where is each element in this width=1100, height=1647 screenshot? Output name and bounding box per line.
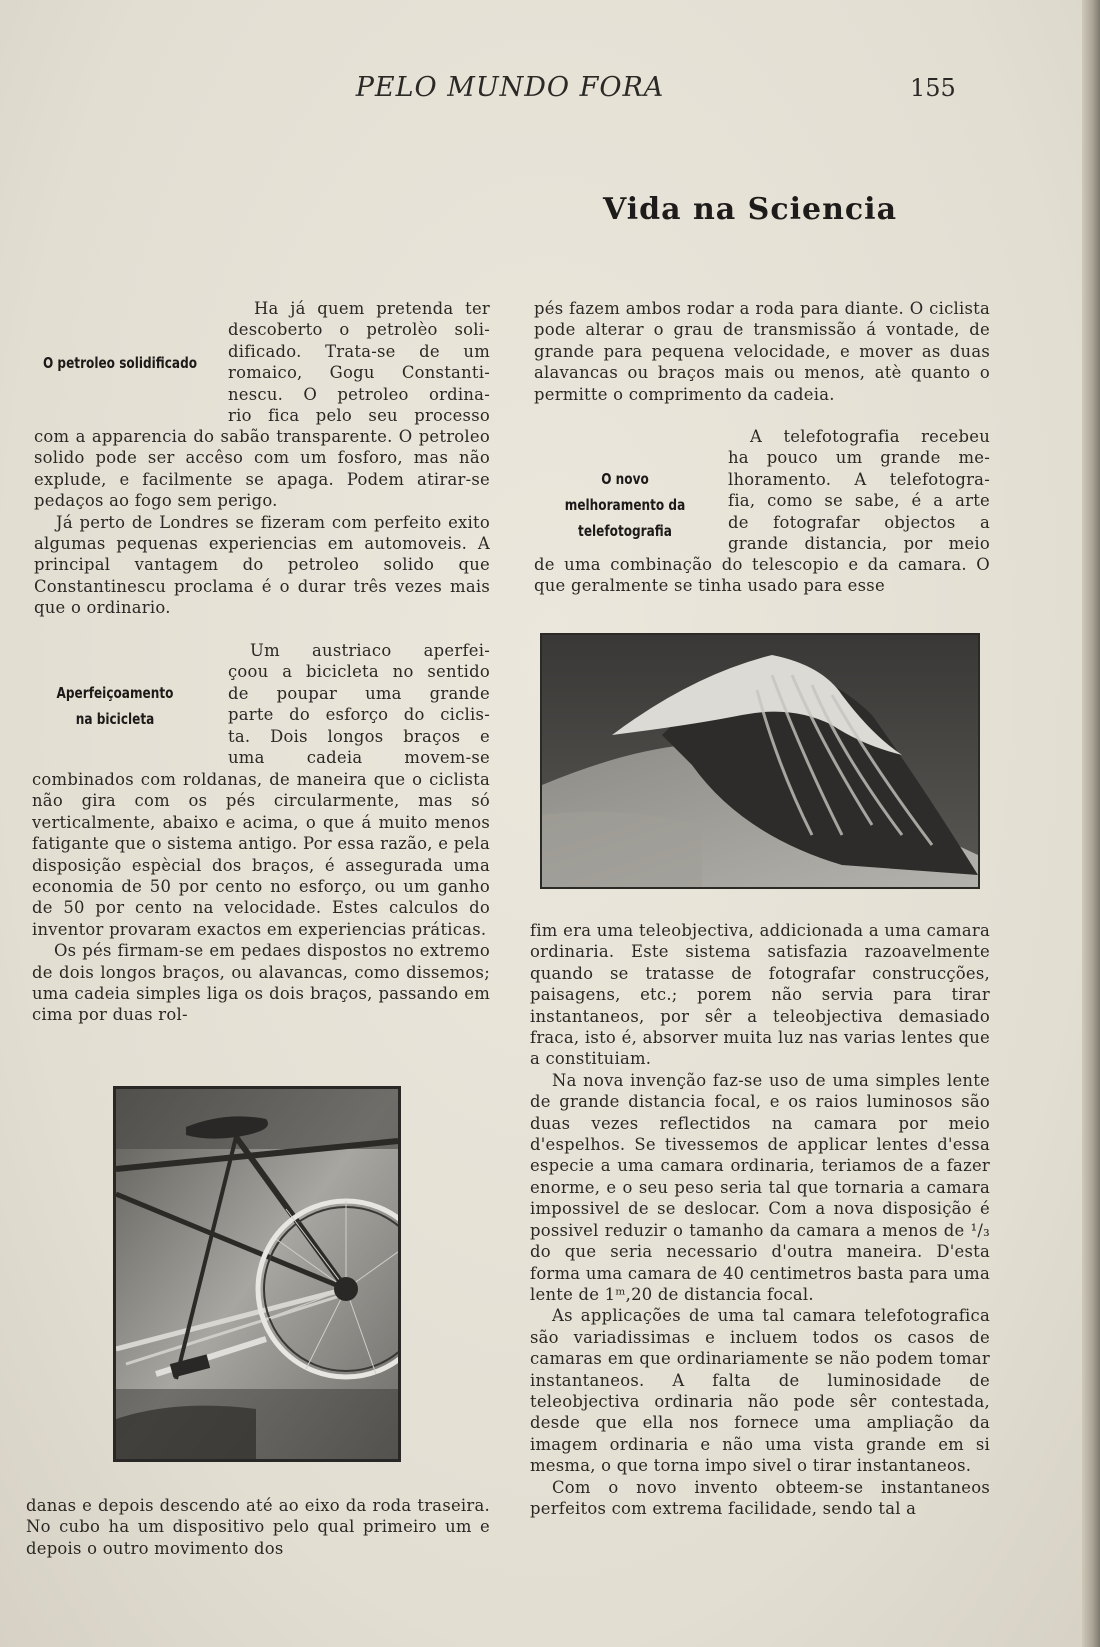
bicicleta-line-2: çoou a bicicleta no sentido xyxy=(228,662,490,682)
telefotografia-line-3: lhoramento. A telefotogra- xyxy=(728,469,990,489)
petroleo-paragraph-2: Já perto de Londres se fizeram com perfeito exito algumas pequenas experiencias em automoveis. A principal vantagem do petroleo solido que Constantinescu proclama é o durar três vezes mais que o ordinario. xyxy=(34,512,490,618)
petroleo-line-3: dificado. Trata-se de um xyxy=(228,341,490,361)
telefotografia-line-1: A telefotografia recebeu xyxy=(750,427,990,446)
heading-petroleo: O petroleo solidificado xyxy=(42,354,198,372)
petroleo-line-4: romaico, Gogu Constanti- xyxy=(228,363,490,383)
petroleo-paragraph-1: com a apparencia do sabão transparente. O petroleo solido pode ser accêso com um fosforo, mas não explude, e facilmente se apaga. Podem atirar-se pedaços ao fogo sem perigo. xyxy=(34,427,490,511)
heading-telefotografia: O novo melhoramento da telefotografia xyxy=(564,470,686,540)
telefotografia-paragraph-2: fim era uma teleobjectiva, addicionada a uma camara ordinaria. Este sistema satisfazia razoavelmente quando se tratasse de fotografar construcções, paisagens, etc.; porem não servia para tirar instantaneos, por sêr a teleobjectiva demasiado fraca, isto é, absorver muita luz nas varias lentes que a constituiam. xyxy=(530,921,990,1069)
bicicleta-paragraph-3: danas e depois descendo até ao eixo da roda traseira. No cubo ha um dispositivo pelo qual primeiro um e depois o outro movimento dos xyxy=(26,1496,490,1558)
petroleo-line-5: nescu. O petroleo ordina- xyxy=(228,384,490,404)
telefotografia-line-2: ha pouco um grande me- xyxy=(728,448,990,468)
bicicleta-paragraph-4: pés fazem ambos rodar a roda para diante. O ciclista pode alterar o grau de transmissão á vontade, de grande para pequena velocidade, e mover as duas alavancas ou braços mais ou menos, atè quanto o permitte o comprimento da cadeia. xyxy=(534,299,990,404)
right-top-text xyxy=(534,298,990,405)
petroleo-line-1: Ha já quem pretenda ter xyxy=(254,299,490,318)
telefotografia-line-4: fia, como se sabe, é a arte xyxy=(728,491,990,511)
page-edge xyxy=(1082,0,1100,1647)
bicicleta-paragraph-1: combinados com roldanas, de maneira que o ciclista não gira com os pés circularmente, mas só verticalmente, abaixo e acima, o que á muito menos fatigante que o sistema antigo. Por essa razão, e pela disposição espècial dos braços, é assegurada uma economia de 50 por cento no esforço, ou um ganho de 50 por cento na velocidade. Estes calculos do inventor provaram exactos em experiencias práticas. xyxy=(32,770,490,939)
petroleo-body xyxy=(34,426,490,619)
bicicleta-paragraph-2: Os pés firmam-se em pedaes dispostos no extremo de dois longos braços, ou alavancas, como dissemos; uma cadeia simples liga os dois braços, passando em cima por duas rol- xyxy=(32,941,490,1025)
telefotografia-paragraph-5: Com o novo invento obteem-se instantaneos perfeitos com extrema facilidade, sendo tal a xyxy=(530,1477,990,1518)
page-number: 155 xyxy=(910,74,956,102)
telefotografia-intro xyxy=(728,426,990,554)
petroleo-intro xyxy=(228,298,490,426)
bicicleta-line-1: Um austriaco aperfei- xyxy=(250,641,490,660)
telefotografia-line-5: de fotografar objectos a xyxy=(728,512,990,532)
mountain-telephoto xyxy=(540,633,980,889)
telefotografia-body xyxy=(530,920,990,1519)
telefotografia-paragraph-3: Na nova invenção faz-se uso de uma simples lente de grande distancia focal, e os raios luminosos são duas vezes reflectidos na camara por meio d'espelhos. Se tivessemos de applicar lentes d'essa especie a uma camara ordinaria, teriamos de a fazer enorme, e o seu peso seria tal que tornaria a camara impossivel de se deslocar. Com a nova disposição é possivel reduzir o tamanho da camara a menos de ¹/₃ do que seria necessario d'outra maneira. D'esta forma uma camara de 40 centimetros basta para uma lente de 1ᵐ,20 de distancia focal. xyxy=(530,1070,990,1304)
telefotografia-body-top xyxy=(534,554,990,597)
running-header: PELO MUNDO FORA xyxy=(355,72,665,103)
petroleo-line-6: rio fica pelo seu processo xyxy=(228,406,490,426)
bicicleta-line-6: uma cadeia movem-se xyxy=(228,748,490,768)
bicicleta-line-3: de poupar uma grande xyxy=(228,683,490,703)
bicycle-photo xyxy=(113,1086,401,1462)
bicicleta-body xyxy=(32,769,490,1026)
telefotografia-paragraph-4: As applicações de uma tal camara telefotografica são variadissimas e incluem todos os casos de camaras em que ordinariamente se não podem tomar instantaneos. A falta de luminosidade de teleobjectiva ordinaria não pode sêr contestada, desde que ella nos fornece uma ampliação da imagem ordinaria e não uma vista grande em si mesma, o que torna impo sivel o tirar instantaneos. xyxy=(530,1306,990,1476)
bicicleta-continuation xyxy=(26,1495,490,1559)
telefotografia-paragraph-1: de uma combinação do telescopio e da camara. O que geralmente se tinha usado para esse xyxy=(534,555,990,596)
bicicleta-line-5: ta. Dois longos braços e xyxy=(228,726,490,746)
heading-bicicleta: Aperfeiçoamento na bicicleta xyxy=(56,684,174,728)
petroleo-line-2: descoberto o petrolèo soli- xyxy=(228,320,490,340)
telefotografia-line-6: grande distancia, por meio xyxy=(728,534,990,554)
section-title: Vida na Sciencia xyxy=(602,192,898,227)
bicicleta-intro xyxy=(228,640,490,768)
bicicleta-line-4: parte do esforço do ciclis- xyxy=(228,705,490,725)
